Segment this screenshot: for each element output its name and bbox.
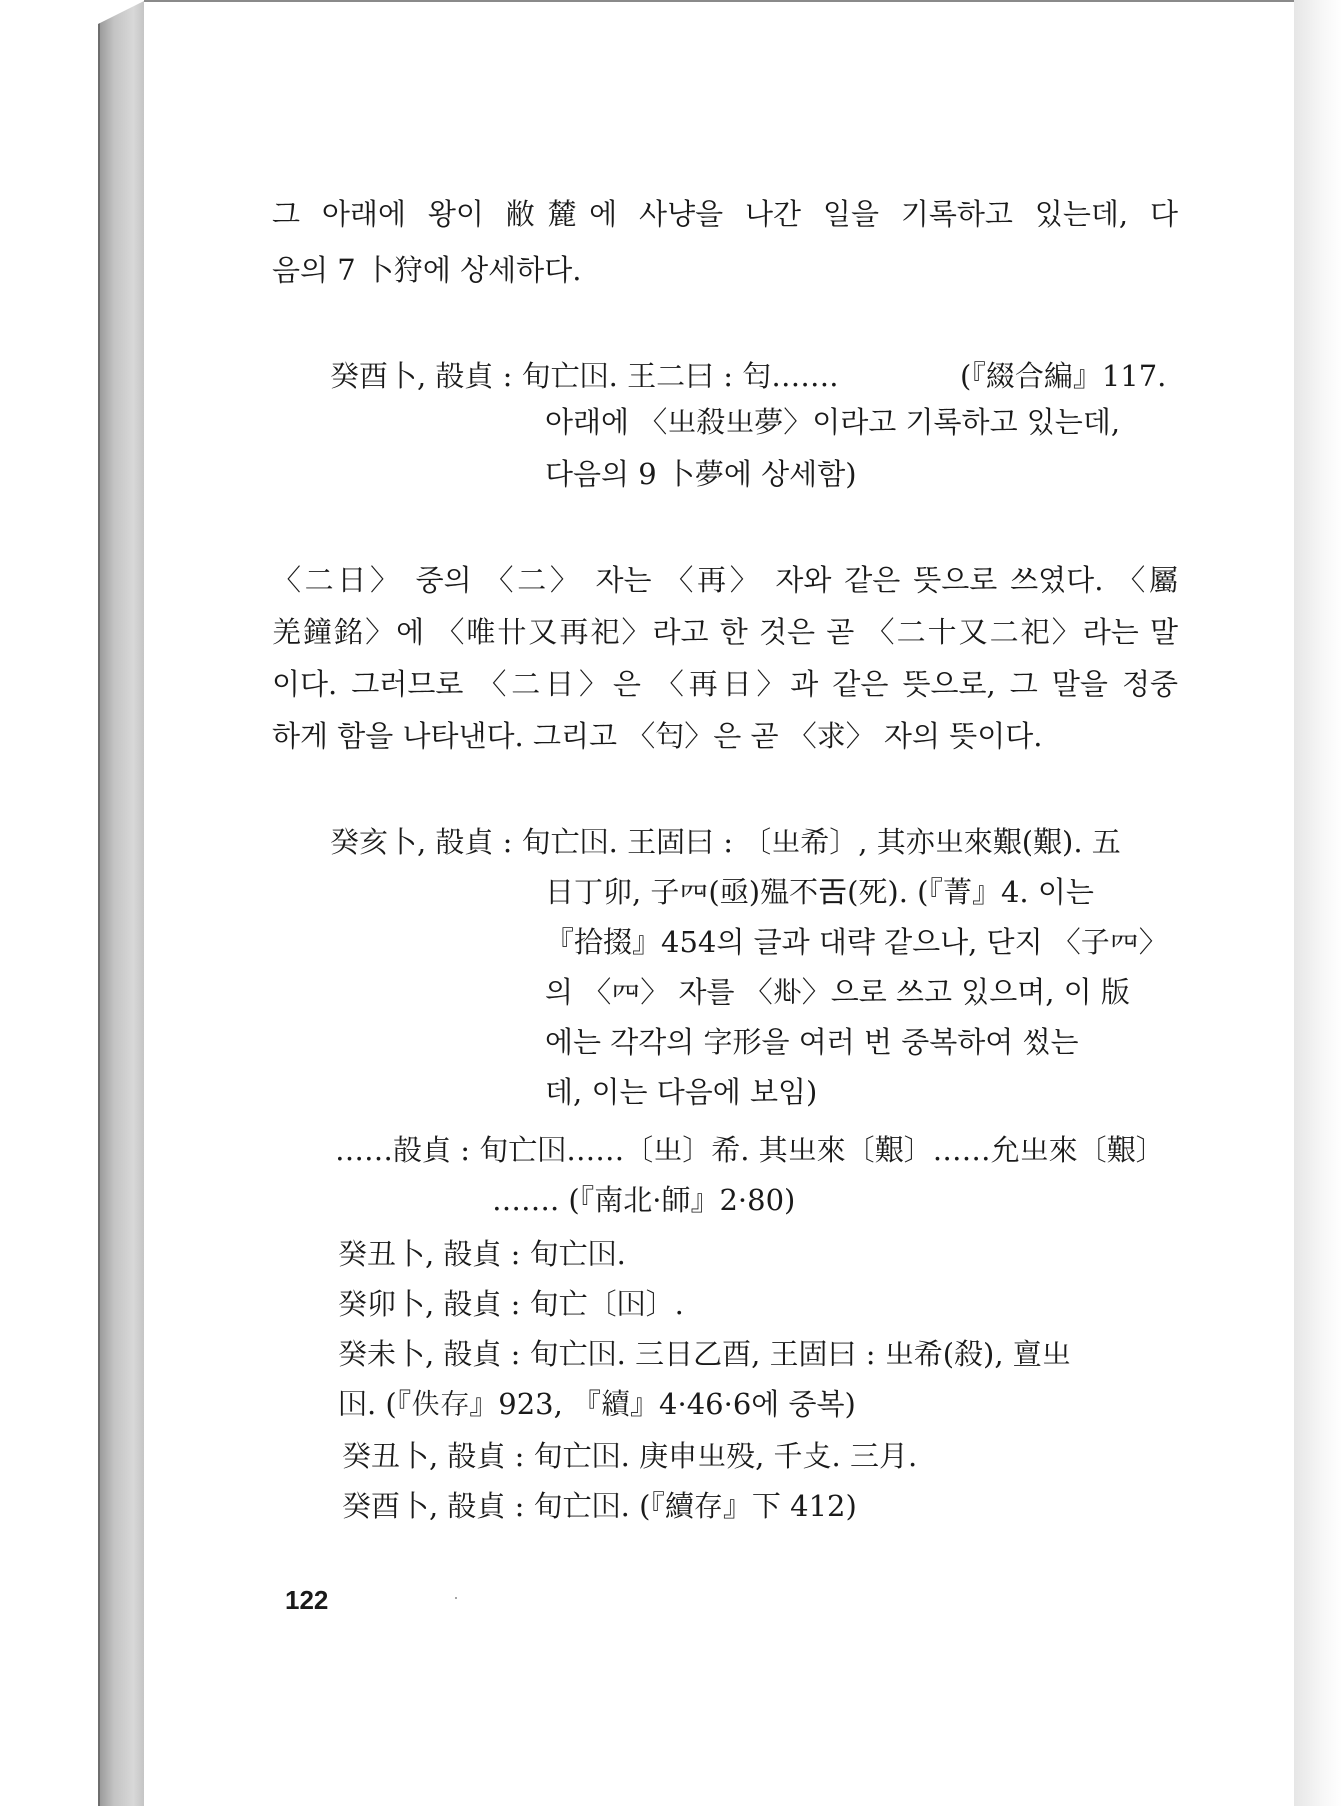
entry-3-continued: 𡆥. (『佚存』923, 『續』4·46·6에 중복) bbox=[338, 1387, 856, 1421]
quote-2-line-3: 『拾掇』454의 글과 대략 같으나, 단지 〈子𦉪〉 bbox=[545, 925, 1168, 959]
quote-1-line-3: 다음의 9 卜夢에 상세함) bbox=[545, 457, 857, 491]
paragraph-2-line-3: 이다. 그러므로 〈二日〉은 〈再日〉과 같은 뜻으로, 그 말을 정중 bbox=[272, 667, 1178, 701]
quote-2-line-4: 의 〈𦉪〉 자를 〈𠧞〉으로 쓰고 있으며, 이 版 bbox=[545, 975, 1130, 1009]
paragraph-1-line-1: 그 아래에 왕이 敝麓에 사냥을 나간 일을 기록하고 있는데, 다 bbox=[272, 197, 1178, 231]
quote-2-head: 癸亥卜, 㱿貞 : 旬亡𡆥. 王固曰 : 〔㞢希〕, 其亦㞢來艱(艱). 五 bbox=[330, 825, 1121, 859]
paragraph-2-line-2: 羌鐘銘〉에 〈唯卄又再祀〉라고 한 것은 곧 〈二十又二祀〉라는 말 bbox=[272, 615, 1178, 649]
quote-1-ref: (『綴合編』117. bbox=[960, 359, 1167, 393]
page-number: 122 bbox=[285, 1585, 329, 1615]
paragraph-2-line-1: 〈二日〉 중의 〈二〉 자는 〈再〉 자와 같은 뜻으로 쓰였다. 〈屬 bbox=[272, 563, 1178, 597]
entry-4: 癸丑卜, 㱿貞 : 旬亡𡆥. 庚申㞢殁, 千攴. 三月. bbox=[342, 1439, 918, 1473]
entry-2: 癸卯卜, 㱿貞 : 旬亡〔𡆥〕. bbox=[338, 1287, 684, 1321]
quote-1-head: 癸酉卜, 㱿貞 : 旬亡𡆥. 王二曰 : 匄……. bbox=[330, 359, 839, 393]
entry-1: 癸丑卜, 㱿貞 : 旬亡𡆥. bbox=[338, 1237, 626, 1271]
paragraph-2-line-4: 하게 함을 나타낸다. 그리고 〈匄〉은 곧 〈求〉 자의 뜻이다. bbox=[272, 719, 1043, 753]
quote-2-line-6: 데, 이는 다음에 보임) bbox=[545, 1075, 818, 1109]
entry-3: 癸未卜, 㱿貞 : 旬亡𡆥. 三日乙酉, 王固曰 : 㞢希(殺), 亶㞢 bbox=[338, 1337, 1071, 1371]
quote-1-line-2: 아래에 〈㞢殺㞢夢〉이라고 기록하고 있는데, bbox=[545, 405, 1121, 439]
page-edge-shadow bbox=[1294, 0, 1342, 1806]
quote-3-head: ……㱿貞 : 旬亡𡆥……〔㞢〕希. 其㞢來〔艱〕……允㞢來〔艱〕 bbox=[335, 1133, 1165, 1167]
entry-5: 癸酉卜, 㱿貞 : 旬亡𡆥. (『續存』下 412) bbox=[342, 1489, 857, 1523]
quote-2-line-5: 에는 각각의 字形을 여러 번 중복하여 썼는 bbox=[545, 1025, 1079, 1059]
quote-2-line-2: 日丁卯, 子𦉪(亟)殟不𢀛(死). (『菁』4. 이는 bbox=[545, 875, 1094, 909]
stray-dot bbox=[455, 1597, 457, 1599]
book-spine bbox=[98, 0, 148, 1806]
paragraph-1-line-2: 음의 7 卜狩에 상세하다. bbox=[272, 253, 582, 287]
quote-3-line-2: ……. (『南北·師』2·80) bbox=[492, 1183, 796, 1217]
